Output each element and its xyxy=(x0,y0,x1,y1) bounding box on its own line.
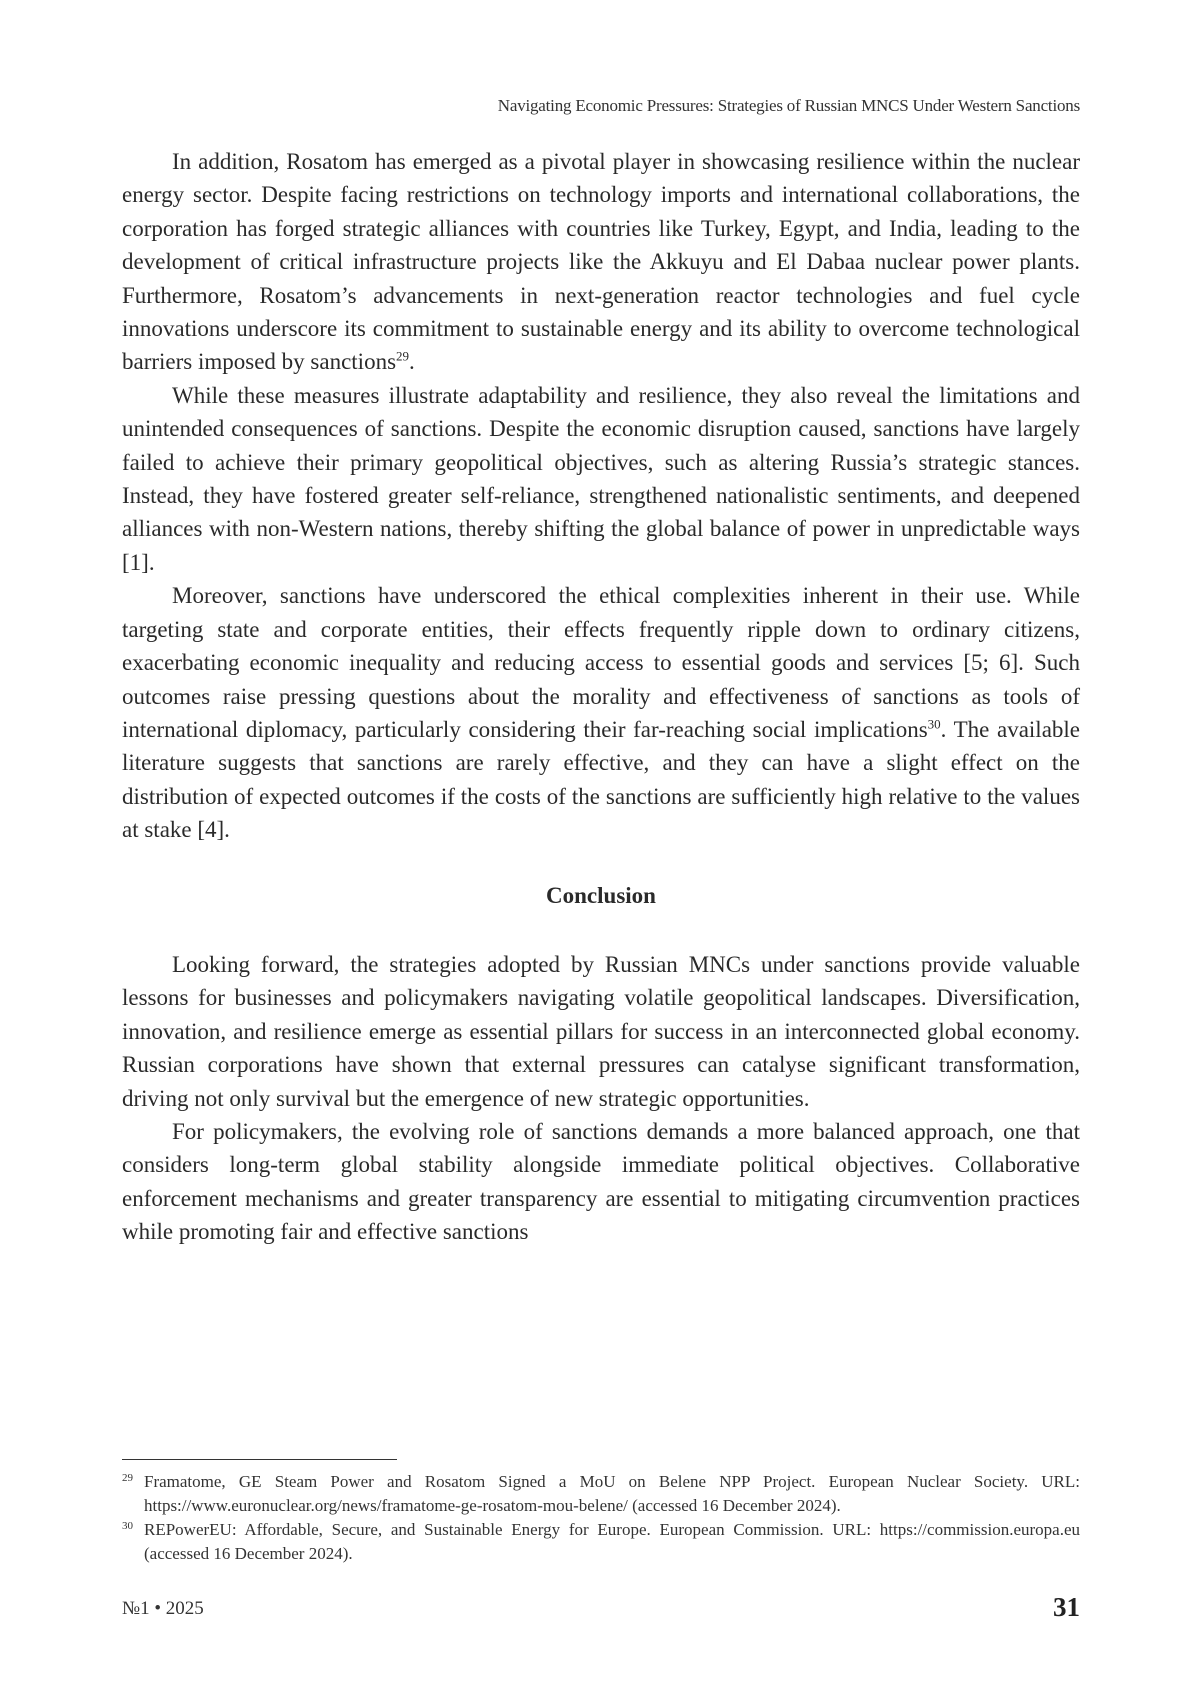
footnote-text: Framatome, GE Steam Power and Rosatom Signed a MoU on Belene NPP Project. European Nuclear Society. URL: https://www.euronuclear.org/news/framatome-ge-rosatom-mou-belene/ (accessed 16 December 2024). xyxy=(144,1472,1080,1515)
page-number: 31 xyxy=(1053,1592,1080,1622)
running-head: Navigating Economic Pressures: Strategies of Russian MNCS Under Western Sanctions xyxy=(497,96,1080,115)
footnote-number: 30 xyxy=(122,1520,133,1532)
paragraph-policymakers xyxy=(122,1115,1080,1249)
footnote-divider xyxy=(122,1459,397,1460)
footnotes xyxy=(122,1470,1080,1566)
paragraph-looking-forward xyxy=(122,948,1080,1115)
footnote-number: 29 xyxy=(122,1472,133,1484)
paragraph-text: Looking forward, the strategies adopted by Russian MNCs under sanctions provide valuable lessons for businesses and policymakers navigating volatile geopolitical landscapes. Diversification, innovation, and resilience emerge as essential pillars for success in an interconnected global economy. Russian corporations have shown that external pressures can catalyse significant transformation, driving not only survival but the emergence of new strategic opportunities. xyxy=(122,951,1080,1111)
footnote-30 xyxy=(122,1518,1080,1566)
paragraph-text: Moreover, sanctions have underscored the ethical complexities inherent in their use. While targeting state and corporate entities, their effects frequently ripple down to ordinary citizens, exacerbating economic inequality and reducing access to essential goods and services [5; 6]. Such outcomes raise pressing questions about the morality and effectiveness of sanctions as tools of international diplomacy, particularly considering their far-reaching social implications xyxy=(122,583,1080,742)
section-heading: Conclusion xyxy=(546,882,656,908)
issue-label: №1 • 2025 xyxy=(122,1598,204,1619)
paragraph-text: While these measures illustrate adaptability and resilience, they also reveal the limitations and unintended consequences of sanctions. Despite the economic disruption caused, sanctions have largely failed to achieve their primary geopolitical objectives, such as altering Russia’s strategic stances. Instead, they have fostered greater self-reliance, strengthened nationalistic sentiments, and deepened alliances with non-Western nations, thereby shifting the global balance of power in unpredictable ways [1]. xyxy=(122,382,1080,575)
paragraph-limitations xyxy=(122,379,1080,579)
paragraph-text-tail: . xyxy=(409,349,415,375)
paragraph-ethics xyxy=(122,579,1080,846)
paragraph-rosatom xyxy=(122,145,1080,379)
paragraph-text-tail: . The available literature suggests that sanctions are rarely effective, and they can have a slight effect on the distribution of expected outcomes if the costs of the sanctions are sufficiently high relative to the values at stake [4]. xyxy=(122,716,1080,843)
footnote-text: REPowerEU: Affordable, Secure, and Sustainable Energy for Europe. European Commission. URL: https://commission.europa.eu (accessed 16 December 2024). xyxy=(144,1520,1080,1563)
footnote-29 xyxy=(122,1470,1080,1518)
footnote-ref[interactable]: 30 xyxy=(927,716,941,732)
footnote-ref[interactable]: 29 xyxy=(396,348,410,364)
paragraph-text: In addition, Rosatom has emerged as a pivotal player in showcasing resilience within the nuclear energy sector. Despite facing restrictions on technology imports and international collaborations, the corporation has forged strategic alliances with countries like Turkey, Egypt, and India, leading to the development of critical infrastructure projects like the Akkuyu and El Dabaa nuclear power plants. Furthermore, Rosatom’s advancements in next-generation reactor technologies and fuel cycle innovations underscore its commitment to sustainable energy and its ability to overcome technological barriers imposed by sanctions xyxy=(122,149,1080,375)
paragraph-text: For policymakers, the evolving role of sanctions demands a more balanced approach, one that considers long-term global stability alongside immediate political objectives. Collaborative enforcement mechanisms and greater transparency are essential to mitigating circumvention practices while promoting fair and effective sanctions xyxy=(122,1118,1080,1245)
main-text xyxy=(122,145,1080,1249)
